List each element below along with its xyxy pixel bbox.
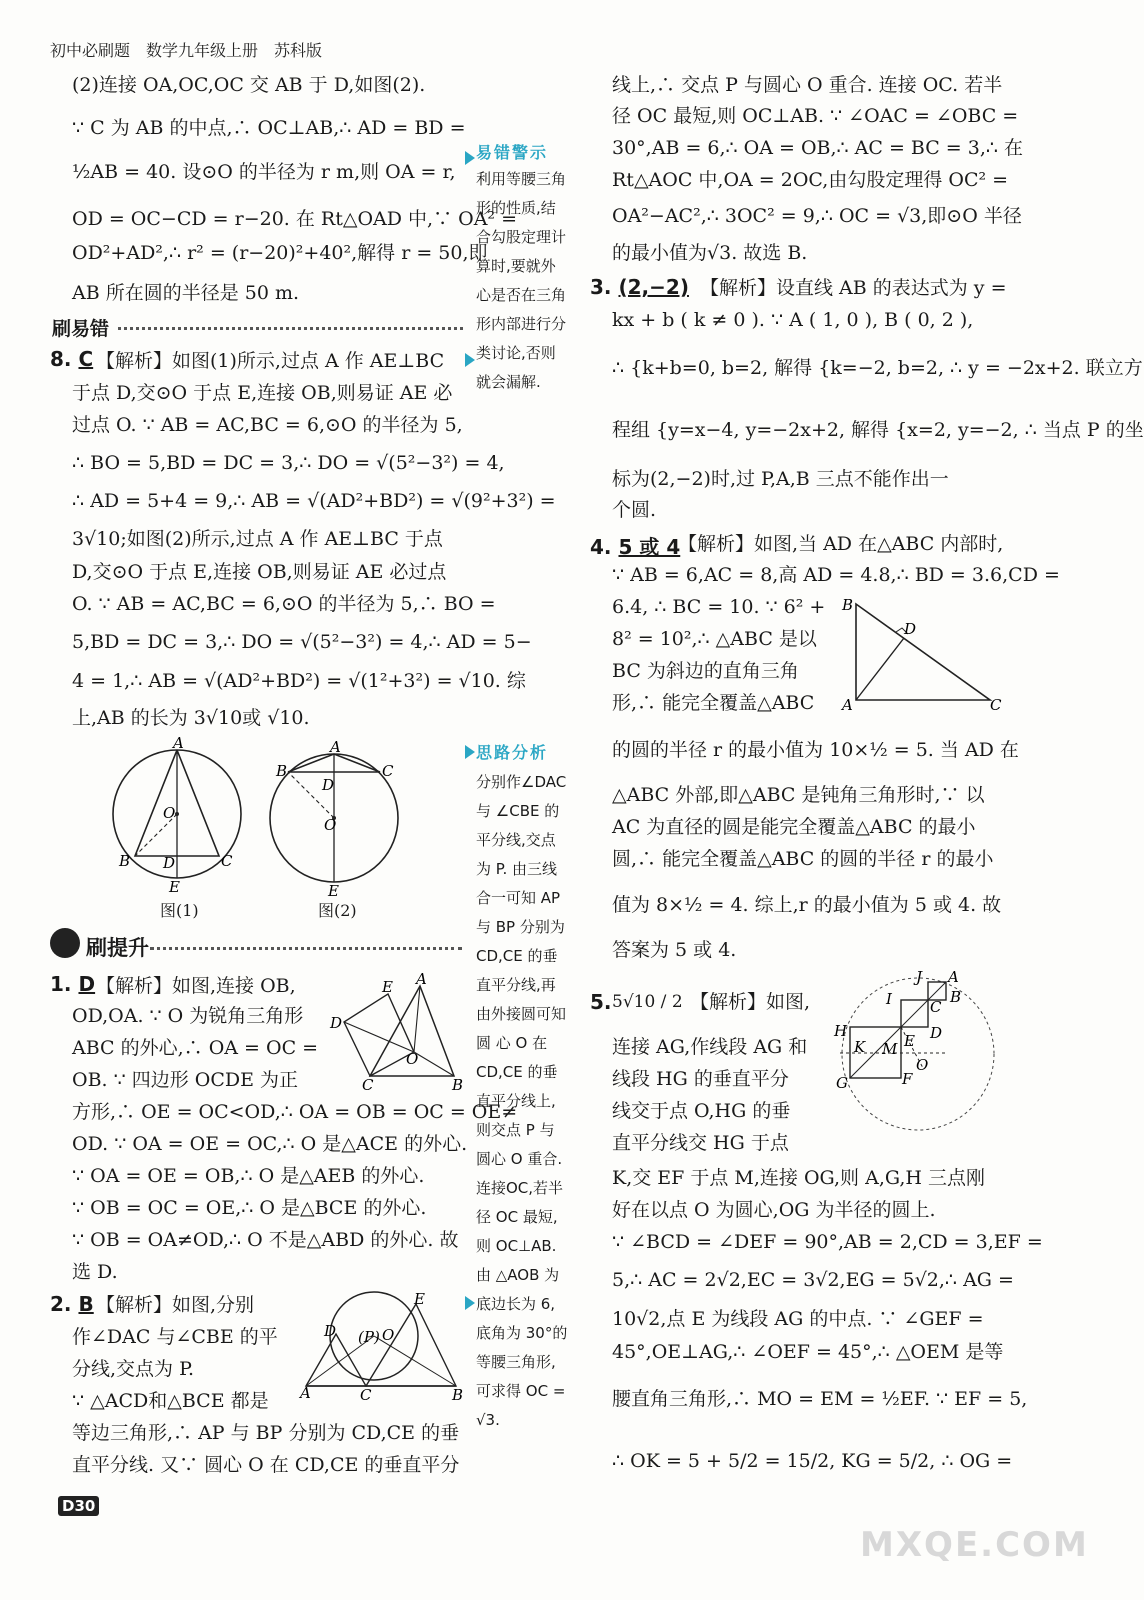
svg-text:E: E: [328, 882, 339, 900]
svg-text:E: E: [169, 878, 180, 896]
text-line: 【解析】如图(1)所示,过点 A 作 AE⊥BC: [96, 350, 445, 372]
text-line: (2)连接 OA,OC,OC 交 AB 于 D,如图(2).: [72, 74, 426, 96]
svg-text:C: C: [221, 852, 233, 870]
text-line: 选 D.: [72, 1261, 118, 1283]
pointer-icon: [465, 151, 475, 165]
text-line: OD = OC−CD = r−20. 在 Rt△OAD 中,∵ OA² =: [72, 208, 517, 230]
figure-2-diagram: [270, 738, 420, 898]
text-line: ∴ {k+b=0, b=2, 解得 {k=−2, b=2, ∴ y = −2x+2. 联立方: [612, 357, 1143, 379]
text-line: 4 = 1,∴ AB = √(AD²+BD²) = √(1²+3²) = √10. 综: [72, 670, 526, 692]
text-line: 3√10;如图(2)所示,过点 A 作 AE⊥BC 于点: [72, 528, 443, 550]
text-line: ∴ OK = 5 + 5/2 = 15/2, KG = 5/2, ∴ OG =: [612, 1450, 1013, 1472]
pointer-icon: [465, 745, 475, 759]
text-line: 分线,交点为 P.: [72, 1358, 195, 1380]
text-line: ∴ AD = 5+4 = 9,∴ AB = √(AD²+BD²) = √(9²+3²) =: [72, 490, 556, 512]
svg-text:B: B: [119, 852, 131, 870]
text-line: D,交⊙O 于点 E,连接 OB,则易证 AE 必过点: [72, 561, 447, 583]
text-line: O. ∵ AB = AC,BC = 6,⊙O 的半径为 5,∴ BO =: [72, 593, 496, 615]
svg-text:B: B: [950, 988, 962, 1006]
text-line: 30°,AB = 6,∴ OA = OB,∴ AC = BC = 3,∴ 在: [612, 137, 1024, 159]
svg-text:D: D: [330, 1014, 343, 1032]
svg-text:O: O: [382, 1326, 395, 1344]
text-line: 好在以点 O 为圆心,OG 为半径的圆上.: [612, 1199, 936, 1221]
sidebar-note: 利用等腰三角 形的性质,结 合勾股定理计 算时,要就外 心是否在三角 形内部进行分 类讨论,否则 就会漏解.: [476, 170, 567, 391]
answer-value: (2,−2): [618, 275, 689, 299]
section-divider: [118, 327, 463, 330]
page-number: D30: [58, 1496, 99, 1516]
q4-triangle-diagram: [838, 592, 1008, 714]
q5-squares-diagram: [828, 968, 1008, 1133]
text-line: AB 所在圆的半径是 50 m.: [72, 282, 300, 304]
text-line: ½AB = 40. 设⊙O 的半径为 r m,则 OA = r,: [72, 161, 456, 183]
text-line: AC 为直径的圆是能完全覆盖△ABC 的最小: [612, 816, 976, 838]
text-line: OD,OA. ∵ O 为锐角三角形: [72, 1005, 304, 1027]
text-line: 10√2,点 E 为线段 AG 的中点. ∵ ∠GEF =: [612, 1308, 984, 1330]
text-line: 程组 {y=x−4, y=−2x+2, 解得 {x=2, y=−2, ∴ 当点 P 的坐: [612, 419, 1144, 441]
svg-text:A: A: [948, 968, 959, 986]
text-line: 形,∴ 能完全覆盖△ABC: [612, 692, 815, 714]
text-line: ∵ ∠BCD = ∠DEF = 90°,AB = 2,CD = 3,EF =: [612, 1231, 1043, 1253]
svg-text:A: A: [300, 1384, 311, 1402]
text-line: ∵ OB = OC = OE,∴ O 是△BCE 的外心.: [72, 1197, 427, 1219]
svg-text:A: A: [330, 738, 341, 756]
question-number: 3. (2,−2): [590, 275, 689, 299]
svg-text:A: A: [173, 734, 184, 752]
svg-text:E: E: [414, 1290, 425, 1308]
text-line: 45°,OE⊥AG,∴ ∠OEF = 45°,∴ △OEM 是等: [612, 1341, 1004, 1363]
text-line: 径 OC 最短,则 OC⊥AB. ∵ ∠OAC = ∠OBC =: [612, 105, 1019, 127]
svg-text:O: O: [406, 1050, 419, 1068]
sidebar-note: 分别作∠DAC 与 ∠CBE 的 平分线,交点 为 P. 由三线 合一可知 AP 与 BP 分别为 CD,CE 的垂 直平分线,再 由外接圆可知 圆 心 O 在 CD,CE 的垂 直平分线上, 则交点 P 与 圆心 O 重合. 连接OC,若半 径 OC 最短, 则 OC⊥AB. 由 △AOB 为 底边长为 6, 底角为 30°的 等腰三角形, 可求得 OC = √3.: [476, 773, 568, 1429]
text-line: kx + b ( k ≠ 0 ). ∵ A ( 1, 0 ), B ( 0, 2 ),: [612, 309, 974, 331]
svg-text:C: C: [990, 696, 1002, 714]
question-number: 8. C: [50, 347, 94, 371]
answer-value: 5 或 4: [618, 535, 681, 559]
pen-icon: [50, 928, 80, 958]
svg-text:E: E: [382, 978, 393, 996]
text-line: BC 为斜边的直角三角: [612, 660, 799, 682]
text-line: 值为 8×½ = 4. 综上,r 的最小值为 5 或 4. 故: [612, 894, 1002, 916]
text-line: 的最小值为√3. 故选 B.: [612, 242, 808, 264]
text-line: 【解析】如图,当 AD 在△ABC 内部时,: [678, 533, 1004, 555]
text-line: 5,BD = DC = 3,∴ DO = √(5²−3²) = 4,∴ AD = 5−: [72, 631, 532, 653]
text-line: △ABC 外部,即△ABC 是钝角三角形时,∵ 以: [612, 784, 985, 806]
sidebar-heading-analysis: 思路分析: [476, 743, 549, 762]
svg-text:F: F: [902, 1070, 913, 1088]
svg-text:A: A: [842, 696, 853, 714]
text-line: 上,AB 的长为 3√10或 √10.: [72, 707, 310, 729]
svg-text:K: K: [854, 1038, 866, 1056]
text-line: 的圆的半径 r 的最小值为 10×½ = 5. 当 AD 在: [612, 739, 1019, 761]
text-line: ∵ OB = OA≠OD,∴ O 不是△ABD 的外心. 故: [72, 1229, 459, 1251]
question-number: 5.: [590, 990, 612, 1014]
text-line: 方形,∴ OE = OC<OD,∴ OA = OB = OC = OE≠: [72, 1101, 518, 1123]
svg-text:O: O: [163, 804, 176, 822]
svg-text:D: D: [904, 620, 917, 638]
pointer-icon: [465, 1296, 475, 1310]
svg-text:B: B: [842, 596, 854, 614]
text-line: 5,∴ AC = 2√2,EC = 3√2,EG = 5√2,∴ AG =: [612, 1269, 1014, 1291]
svg-text:C: C: [360, 1386, 372, 1404]
text-line: 线交于点 O,HG 的垂: [612, 1100, 791, 1122]
figure-1-diagram: [105, 734, 255, 898]
svg-text:G: G: [836, 1074, 848, 1092]
pointer-icon: [465, 353, 475, 367]
svg-text:D: D: [930, 1024, 943, 1042]
svg-text:A: A: [416, 970, 427, 988]
text-line: 直平分线交 HG 于点: [612, 1132, 789, 1154]
text-line: 【解析】设直线 AB 的表达式为 y =: [700, 277, 1007, 299]
text-line: 腰直角三角形,∴ MO = EM = ½EF. ∵ EF = 5,: [612, 1388, 1028, 1410]
answer-value: 5√10 / 2: [612, 992, 683, 1012]
text-line: ∵ △ACD和△BCE 都是: [72, 1390, 269, 1412]
text-line: K,交 EF 于点 M,连接 OG,则 A,G,H 三点刚: [612, 1167, 986, 1189]
figure-caption: 图(1): [160, 901, 199, 920]
svg-text:I: I: [886, 990, 892, 1008]
svg-text:C: C: [362, 1076, 374, 1094]
text-line: 过点 O. ∵ AB = AC,BC = 6,⊙O 的半径为 5,: [72, 414, 463, 436]
question-number: 4. 5 或 4: [590, 535, 681, 559]
text-line: 圆,∴ 能完全覆盖△ABC 的圆的半径 r 的最小: [612, 848, 994, 870]
text-line: OD. ∵ OA = OE = OC,∴ O 是△ACE 的外心.: [72, 1133, 468, 1155]
sidebar-heading-error-warning: 易错警示: [476, 143, 549, 162]
text-line: OA²−AC²,∴ 3OC² = 9,∴ OC = √3,即⊙O 半径: [612, 205, 1022, 227]
text-line: OD²+AD²,∴ r² = (r−20)²+40²,解得 r = 50,即: [72, 242, 488, 264]
answer-choice: B: [78, 1292, 94, 1316]
text-line: 【解析】如图,分别: [96, 1294, 255, 1316]
answer-choice: D: [78, 972, 96, 996]
text-line: 【解析】如图,连接 OB,: [96, 975, 296, 997]
q1-diagram: [322, 972, 467, 1097]
svg-text:D: D: [163, 854, 176, 872]
text-line: 个圆.: [612, 499, 657, 521]
text-line: 连接 AG,作线段 AG 和: [612, 1036, 808, 1058]
page-header: 初中必刷题 数学九年级上册 苏科版: [50, 41, 323, 60]
svg-text:D: D: [322, 776, 335, 794]
svg-text:O: O: [324, 816, 337, 834]
text-line: ∵ C 为 AB 的中点,∴ OC⊥AB,∴ AD = BD =: [72, 117, 466, 139]
text-line: ∴ BO = 5,BD = DC = 3,∴ DO = √(5²−3²) = 4,: [72, 452, 505, 474]
svg-text:D: D: [324, 1322, 337, 1340]
text-line: 8² = 10²,∴ △ABC 是以: [612, 628, 817, 650]
section-title-common-errors: 刷易错: [52, 318, 110, 340]
text-line: 标为(2,−2)时,过 P,A,B 三点不能作出一: [612, 468, 949, 490]
answer-choice: C: [78, 347, 94, 371]
text-line: OB. ∵ 四边形 OCDE 为正: [72, 1069, 299, 1091]
text-line: 直平分线. 又∵ 圆心 O 在 CD,CE 的垂直平分: [72, 1454, 460, 1476]
svg-text:O: O: [916, 1056, 929, 1074]
svg-text:M: M: [882, 1040, 898, 1058]
text-line: 6.4, ∴ BC = 10. ∵ 6² +: [612, 596, 826, 618]
text-line: 等边三角形,∴ AP 与 BP 分别为 CD,CE 的垂: [72, 1422, 460, 1444]
figure-caption: 图(2): [318, 901, 357, 920]
svg-text:(P): (P): [358, 1328, 380, 1346]
text-line: ABC 的外心,∴ OA = OC =: [72, 1037, 319, 1059]
text-line: Rt△AOC 中,OA = 2OC,由勾股定理得 OC² =: [612, 169, 1009, 191]
question-number: 2. B: [50, 1292, 94, 1316]
q2-diagram: [296, 1290, 466, 1402]
text-line: 线段 HG 的垂直平分: [612, 1068, 789, 1090]
svg-text:B: B: [452, 1386, 464, 1404]
svg-text:B: B: [452, 1076, 464, 1094]
svg-text:C: C: [930, 998, 942, 1016]
svg-text:C: C: [382, 762, 394, 780]
section-divider: [150, 947, 462, 950]
text-line: 于点 D,交⊙O 于点 E,连接 OB,则易证 AE 必: [72, 382, 453, 404]
text-line: 【解析】如图,: [690, 991, 811, 1013]
svg-text:H: H: [834, 1022, 848, 1040]
text-line: 线上,∴ 交点 P 与圆心 O 重合. 连接 OC. 若半: [612, 74, 1003, 96]
text-line: 作∠DAC 与∠CBE 的平: [72, 1326, 278, 1348]
svg-text:B: B: [276, 762, 288, 780]
svg-text:J: J: [916, 968, 923, 986]
text-line: ∵ AB = 6,AC = 8,高 AD = 4.8,∴ BD = 3.6,CD =: [612, 564, 1060, 586]
text-line: ∵ OA = OE = OB,∴ O 是△AEB 的外心.: [72, 1165, 425, 1187]
svg-text:E: E: [904, 1032, 915, 1050]
question-number: 1. D: [50, 972, 96, 996]
text-line: 答案为 5 或 4.: [612, 939, 737, 961]
watermark: MXQE.COM: [860, 1525, 1089, 1565]
section-title-improve: 刷提升: [86, 936, 149, 960]
